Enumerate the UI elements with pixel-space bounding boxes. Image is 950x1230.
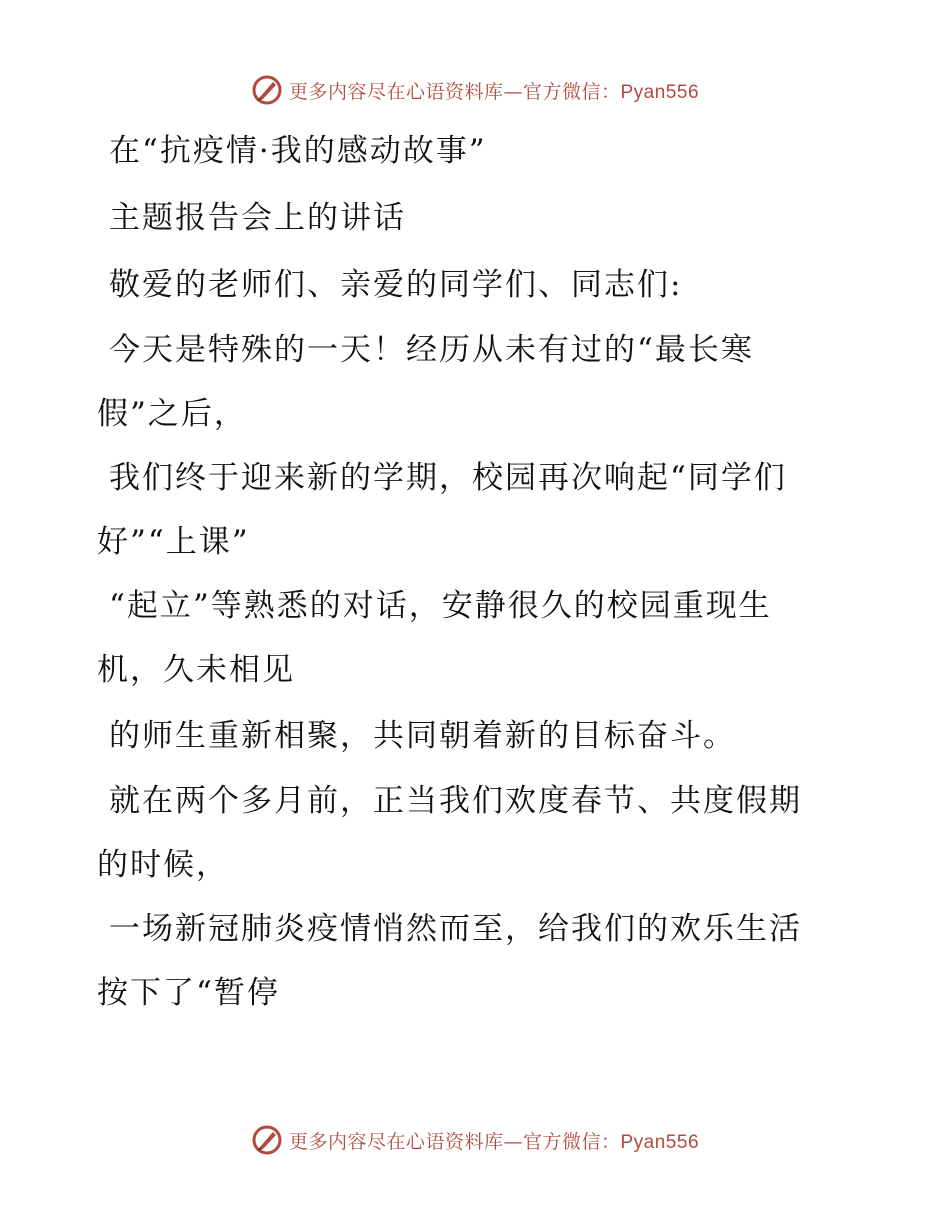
- paragraph-line: 机，久未相见: [97, 652, 295, 688]
- paragraph-line: 按下了“暂停: [97, 975, 280, 1011]
- header-brand-text: 更多内容尽在心语资料库—官方微信：Pyan556: [288, 80, 700, 103]
- paragraph-line: 今天是特殊的一天！经历从未有过的“最长寒: [109, 332, 754, 368]
- paragraph: [97, 319, 837, 447]
- page-header: [0, 70, 950, 110]
- paragraph: [97, 898, 837, 1026]
- paragraph-line: 就在两个多月前，正当我们欢度春节、共度假期: [109, 783, 802, 819]
- page-footer: [0, 1120, 950, 1160]
- paragraph: [97, 447, 837, 575]
- paragraph-line: 假”之后，: [97, 396, 247, 432]
- quill-logo-icon: [251, 1124, 283, 1156]
- header-brand: [251, 74, 699, 106]
- paragraph-line: “起立”等熟悉的对话，安静很久的校园重现生: [109, 588, 772, 624]
- paragraph-line: 一场新冠肺炎疫情悄然而至，给我们的欢乐生活: [109, 911, 802, 947]
- paragraph: [97, 118, 837, 185]
- paragraph: [97, 770, 837, 898]
- paragraph-line: 我们终于迎来新的学期，校园再次响起“同学们: [109, 460, 787, 496]
- paragraph-line: 的时候，: [97, 847, 229, 883]
- paragraph: [97, 575, 837, 703]
- paragraph-line: 敬爱的老师们、亲爱的同学们、同志们:: [109, 267, 683, 303]
- paragraph: [97, 185, 837, 252]
- paragraph: [97, 703, 837, 770]
- paragraph-line: 好”“上课”: [97, 524, 250, 560]
- footer-brand-text: 更多内容尽在心语资料库—官方微信：Pyan556: [288, 1130, 700, 1153]
- footer-brand: [251, 1124, 699, 1156]
- document-body: [97, 118, 837, 1026]
- paragraph-line: 在“抗疫情·我的感动故事”: [109, 133, 487, 169]
- paragraph-line: 主题报告会上的讲话: [109, 200, 406, 236]
- paragraph-line: 的师生重新相聚，共同朝着新的目标奋斗。: [109, 718, 736, 754]
- paragraph: [97, 252, 837, 319]
- quill-logo-icon: [251, 74, 283, 106]
